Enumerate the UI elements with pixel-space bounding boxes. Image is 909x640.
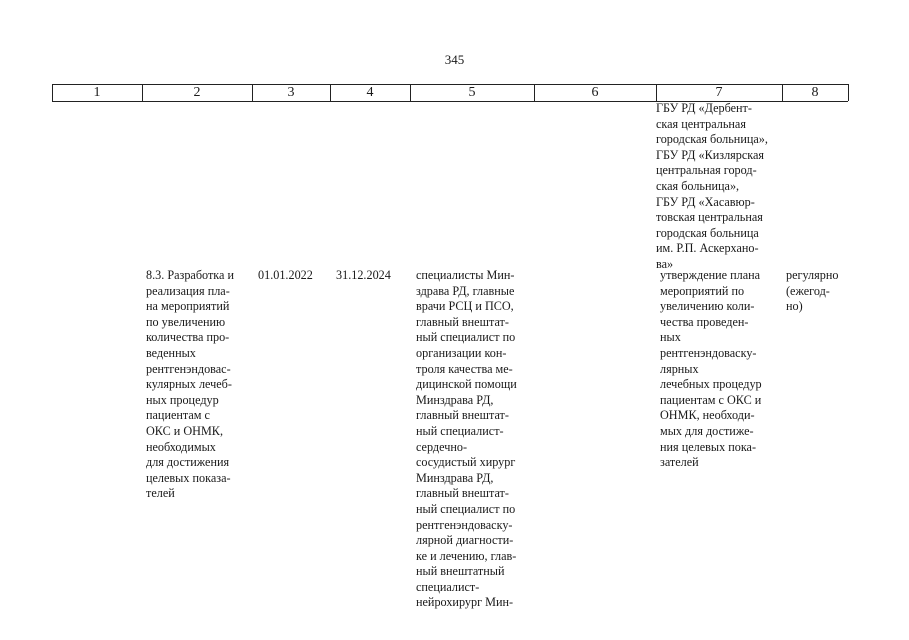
cell-line: ния целевых пока- (660, 439, 757, 454)
cell-line: но) (786, 299, 803, 314)
cell-line: по увеличению (146, 314, 226, 329)
column-number-6: 6 (591, 85, 599, 100)
cell-line: мых для достиже- (660, 423, 754, 438)
cell-line: главный внештат- (416, 314, 509, 329)
cell-line: лярной диагности- (416, 533, 514, 548)
cell-line: здрава РД, главные (416, 283, 515, 298)
column-number-5: 5 (468, 85, 476, 100)
cell-line: реализация пла- (146, 283, 230, 298)
cell-line: ный специалист по (416, 330, 516, 345)
cell-line: пациентам с ОКС и (660, 392, 762, 407)
cell-line: дицинской помощи (416, 377, 517, 392)
cell-line: рентгенэндовас- (146, 361, 231, 376)
cell-line: ных процедур (146, 392, 219, 407)
cell-line: ОКС и ОНМК, (146, 423, 223, 438)
cell-line: ке и лечению, глав- (416, 548, 517, 563)
cell-line: рентгенэндоваску- (416, 517, 513, 532)
cell-line: веденных (146, 345, 196, 360)
cell-line: сердечно- (416, 439, 468, 454)
column-number-8: 8 (811, 85, 819, 100)
cell-line: мероприятий по (660, 283, 745, 298)
cell-line: количества про- (146, 330, 230, 345)
row2-col7-cell (660, 268, 778, 471)
cell-line: необходимых (146, 439, 216, 454)
cell-line: лечебных процедур (660, 377, 762, 392)
cell-line: ская больница», (656, 178, 740, 193)
cell-line: ГБУ РД «Кизлярская (656, 147, 765, 162)
cell-line: зателей (660, 455, 699, 470)
cell-line: регулярно (786, 268, 839, 282)
cell-line: врачи РСЦ и ПСО, (416, 299, 514, 314)
row2-col5-cell (416, 268, 528, 611)
cell-line: ный внештатный (416, 564, 505, 579)
column-number-7: 7 (715, 85, 723, 100)
row2-col2-cell (146, 268, 246, 502)
cell-line: ных (660, 330, 681, 345)
column-number-3: 3 (287, 85, 295, 100)
cell-line: специалисты Мин- (416, 268, 515, 282)
cell-line: целевых показа- (146, 470, 231, 485)
row2-col8-cell (786, 268, 846, 315)
cell-line: (ежегод- (786, 283, 830, 298)
cell-line: главный внештат- (416, 486, 509, 501)
cell-line: для достижения (146, 455, 230, 470)
cell-line: сосудистый хирург (416, 455, 516, 470)
cell-line: ГБУ РД «Дербент- (656, 101, 752, 115)
cell-line: организации кон- (416, 345, 507, 360)
cell-line: ОНМК, необходи- (660, 408, 755, 423)
cell-line: телей (146, 486, 175, 501)
cell-line: лярных (660, 361, 699, 376)
header-divider (848, 84, 849, 101)
column-number-1: 1 (93, 85, 101, 100)
cell-line: нейрохирург Мин- (416, 595, 514, 610)
row2-col4-cell (336, 268, 406, 284)
cell-line: 8.3. Разработка и (146, 268, 235, 282)
cell-line: ный специалист по (416, 501, 516, 516)
cell-line: Минздрава РД, (416, 470, 494, 485)
cell-line: специалист- (416, 579, 480, 594)
row1-col7-cell (656, 101, 782, 273)
cell-line: им. Р.П. Аскерхано- (656, 241, 759, 256)
cell-line: Минздрава РД, (416, 392, 494, 407)
cell-line: увеличению коли- (660, 299, 755, 314)
end-date: 31.12.2024 (336, 268, 391, 282)
cell-line: ва» (656, 256, 674, 271)
cell-line: троля качества ме- (416, 361, 513, 376)
column-number-2: 2 (193, 85, 201, 100)
page-number: 345 (444, 52, 465, 67)
cell-line: утверждение плана (660, 268, 761, 282)
start-date: 01.01.2022 (258, 268, 313, 282)
cell-line: на мероприятий (146, 299, 230, 314)
cell-line: рентгенэндоваску- (660, 345, 757, 360)
cell-line: центральная город- (656, 163, 757, 178)
cell-line: кулярных лечеб- (146, 377, 232, 392)
cell-line: городская больница», (656, 132, 768, 147)
cell-line: городская больница (656, 225, 759, 240)
cell-line: ГБУ РД «Хасавюр- (656, 194, 755, 209)
cell-line: ный специалист- (416, 423, 504, 438)
cell-line: чества проведен- (660, 314, 749, 329)
column-number-4: 4 (366, 85, 374, 100)
cell-line: ская центральная (656, 116, 746, 131)
row2-col3-cell (258, 268, 328, 284)
cell-line: товская центральная (656, 210, 763, 225)
cell-line: главный внештат- (416, 408, 509, 423)
cell-line: пациентам с (146, 408, 210, 423)
